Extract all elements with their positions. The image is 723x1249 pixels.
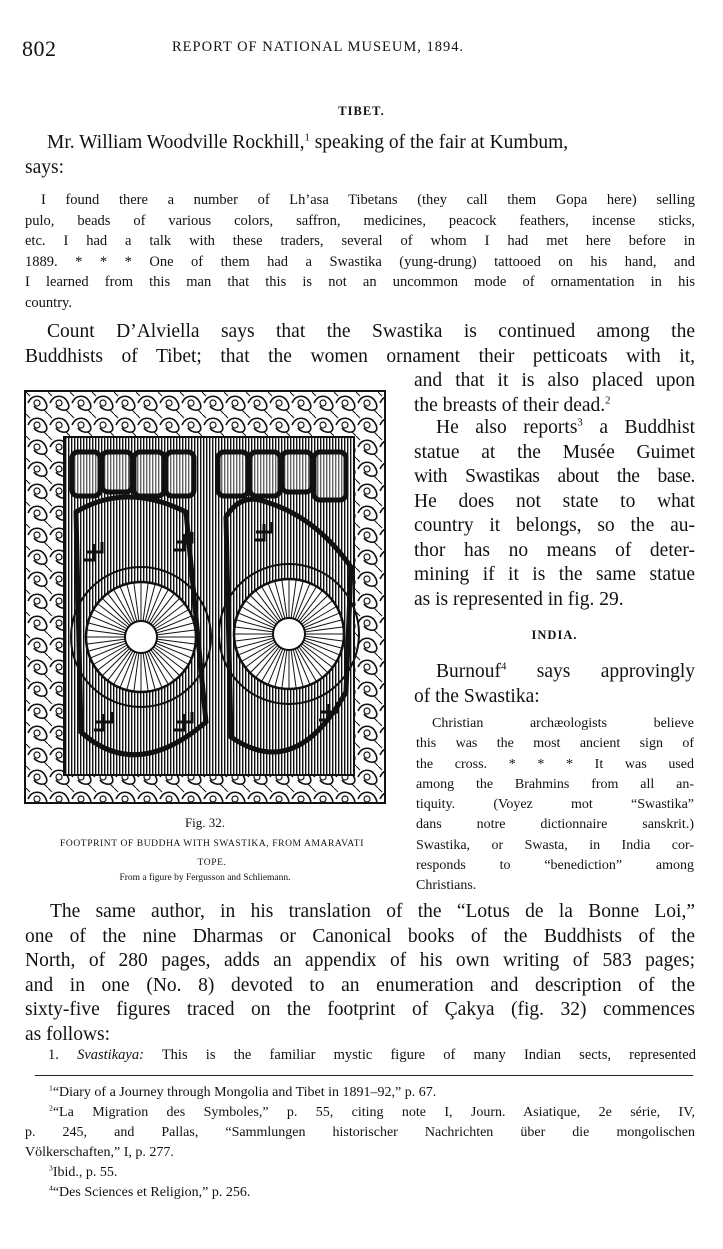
quote-line: etc. I had a talk with these traders, several of whom I had met here before in xyxy=(25,233,695,249)
footnote-3 xyxy=(25,1163,695,1183)
left-wheel xyxy=(71,567,211,707)
paragraph-line: the breasts of their dead. xyxy=(414,394,606,416)
footnote-text: Ibid., p. 55. xyxy=(52,1165,118,1180)
running-title: REPORT OF NATIONAL MUSEUM, 1894. xyxy=(172,39,465,55)
footnote-mark: 1 xyxy=(49,1083,53,1093)
quote-line: among the Brahmins from all an- xyxy=(416,776,694,792)
paragraph-line: He does not state to what xyxy=(414,490,695,512)
figure-caption xyxy=(22,835,402,873)
section-heading-tibet: TIBET. xyxy=(338,104,385,118)
paragraph-line: as is represented in fig. 29. xyxy=(414,588,624,610)
footnote-ref-2[interactable]: 2 xyxy=(605,394,611,406)
figure-credit: From a figure by Fergusson and Schliemann. xyxy=(119,873,291,883)
quote-line: dans notre dictionnaire sanskrit.) xyxy=(416,817,694,833)
dalviella-paragraph-cont xyxy=(414,369,695,418)
quote-line: responds to “benediction” among xyxy=(416,858,694,874)
footnote-ref-3[interactable]: 3 xyxy=(577,416,583,429)
quote-line: country. xyxy=(25,294,72,311)
paragraph-line: He also reports xyxy=(436,417,578,438)
footnote-text: “Des Sciences et Religion,” p. 256. xyxy=(52,1185,251,1200)
quote-line: I learned from this man that this is not an uncommon mode of ornamentation in his xyxy=(25,274,695,290)
rockhill-intro xyxy=(25,131,695,180)
quote-line: Christian archæologists believe xyxy=(432,716,694,731)
footprint-illustration xyxy=(26,392,384,802)
caption-line: FOOTPRINT OF BUDDHA WITH SWASTIKA, FROM AMARAVATI xyxy=(60,839,364,849)
paragraph-line: Buddhists of Tibet; that the women ornament their petticoats with it, xyxy=(25,345,695,367)
footnote-text: p. 245, and Pallas, “Sammlungen historischer Nachrichten über die mongolischen xyxy=(25,1125,695,1140)
footnote-text: “La Migration des Symboles,” p. 55, citing note I, Journ. Asiatique, 2e série, IV, xyxy=(52,1105,695,1120)
paragraph-line: says approvingly xyxy=(536,661,695,682)
paragraph-line: country it belongs, so the au- xyxy=(414,515,695,536)
list-item xyxy=(48,1045,696,1066)
quote-line: this was the most ancient sign of xyxy=(416,736,694,752)
paragraph-line: North, of 280 pages, adds an appendix of his own writing of 583 pages; xyxy=(25,950,695,971)
paragraph-line: with Swastikas about the base. xyxy=(414,466,695,487)
paragraph-line: sixty-five figures traced on the footprint of Çakya (fig. 32) commences xyxy=(25,999,695,1020)
quote-line: Christians. xyxy=(416,878,477,894)
burnouf-paragraph xyxy=(414,660,695,709)
list-text: This is the familiar mystic figure of many Indian sects, represented xyxy=(143,1047,696,1063)
footnote-2 xyxy=(25,1103,695,1123)
paragraph-line: and that it is also placed upon xyxy=(414,370,695,391)
list-number: 1. xyxy=(48,1047,59,1063)
quote-line: Swastika, or Swasta, in India cor- xyxy=(416,837,694,853)
intro-text: Mr. William Woodville Rockhill, xyxy=(47,132,305,153)
paragraph-line: mining if it is the same statue xyxy=(414,564,695,585)
footnote-text: Völkerschaften,” I, p. 277. xyxy=(25,1145,174,1160)
footnote-text: “Diary of a Journey through Mongolia and Tibet in 1891–92,” p. 67. xyxy=(52,1085,437,1100)
paragraph-line: thor has no means of deter- xyxy=(414,539,695,561)
reports-paragraph xyxy=(414,416,695,612)
footnote-ref-4[interactable]: 4 xyxy=(501,660,507,673)
right-wheel xyxy=(219,564,359,704)
paragraph-line: one of the nine Dharmas or Canonical books of the Buddhists of the xyxy=(25,925,695,947)
paragraph-line: Count D’Alviella says that the Swastika is continued among the xyxy=(47,321,695,342)
intro-text-says: says: xyxy=(25,156,64,178)
footnote-ref-1[interactable]: 1 xyxy=(304,131,310,144)
paragraph-line: The same author, in his translation of the “Lotus de la Bonne Loi,” xyxy=(50,901,695,922)
paragraph-line: and in one (No. 8) devoted to an enumeration and description of the xyxy=(25,974,695,996)
caption-line: TOPE. xyxy=(197,858,227,868)
paragraph-line: of the Swastika: xyxy=(414,685,540,707)
footnote-mark: 4 xyxy=(49,1183,53,1193)
figure-footprint-engraving xyxy=(24,390,386,804)
footnote-1 xyxy=(25,1083,695,1103)
rockhill-quote xyxy=(25,190,695,313)
dalviella-paragraph xyxy=(25,320,695,369)
figure-label: Fig. 32. xyxy=(184,815,226,830)
list-term: Svastikaya: xyxy=(77,1047,144,1063)
quote-line: the cross. * * * It was used xyxy=(416,756,694,772)
section-heading-india: INDIA. xyxy=(531,628,578,642)
paragraph-line: a Buddhist xyxy=(599,417,695,438)
intro-text-rest: speaking of the fair at Kumbum, xyxy=(309,132,569,153)
footnote-mark: 2 xyxy=(49,1103,53,1113)
footnote-mark: 3 xyxy=(49,1163,53,1173)
quote-line: tiquity. (Voyez mot “Swastika” xyxy=(416,797,694,813)
footnotes xyxy=(25,1083,695,1203)
footnote-divider xyxy=(35,1075,693,1076)
paragraph-line: as follows: xyxy=(25,1023,111,1045)
same-author-paragraph xyxy=(25,900,695,1047)
quote-line: pulo, beads of various colors, saffron, medicines, peacock feathers, incense sticks, xyxy=(25,212,695,229)
burnouf-quote xyxy=(416,714,694,897)
footnote-4 xyxy=(25,1183,695,1203)
paragraph-line: Burnouf xyxy=(436,661,501,682)
page-number: 802 xyxy=(22,36,57,61)
quote-line: 1889. * * * One of them had a Swastika (yung-drung) tattooed on his hand, and xyxy=(25,253,695,270)
paragraph-line: statue at the Musée Guimet xyxy=(414,441,695,463)
quote-line: I found there a number of Lh’asa Tibetans (they call them Gopa here) selling xyxy=(41,192,695,208)
